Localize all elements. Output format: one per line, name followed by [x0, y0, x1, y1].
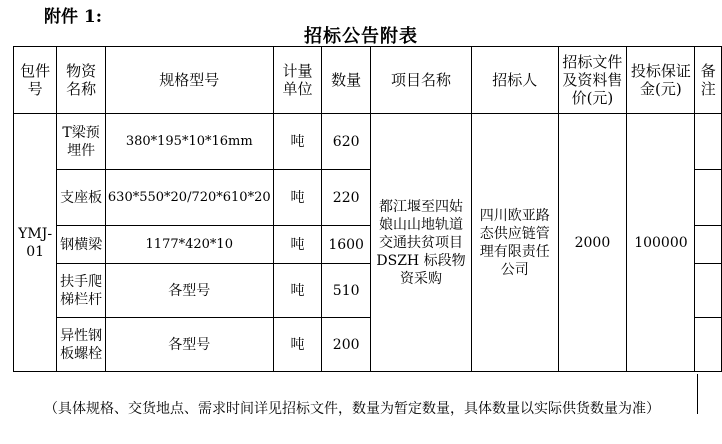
tender-table [13, 46, 722, 372]
item-spec: 380*195*10*16mm [105, 114, 273, 170]
item-name: T梁预埋件 [57, 114, 106, 170]
header-deposit: 投标保证金(元) [627, 47, 695, 114]
item-unit: 吨 [273, 264, 322, 318]
item-qty: 220 [322, 170, 371, 226]
item-unit: 吨 [273, 226, 322, 264]
item-unit: 吨 [273, 170, 322, 226]
remarks-cell [695, 264, 722, 318]
item-name: 扶手爬梯栏杆 [57, 264, 106, 318]
header-unit: 计量单位 [273, 47, 322, 114]
table-row [14, 114, 722, 170]
header-remarks: 备注 [695, 47, 722, 114]
item-spec: 1177*420*10 [105, 226, 273, 264]
project-name-cell: 都江堰至四姑娘山山地轨道交通扶贫项目 DSZH 标段物资采购 [371, 114, 472, 372]
document-title: 招标公告附表 [304, 26, 418, 47]
footnote: （具体规格、交货地点、需求时间详见招标文件，数量为暂定数量，具体数量以实际供货数量为准） [44, 401, 660, 417]
item-name: 钢横梁 [57, 226, 106, 264]
remarks-cell [695, 318, 722, 372]
remarks-cell [695, 114, 722, 170]
item-qty: 200 [322, 318, 371, 372]
header-spec: 规格型号 [105, 47, 273, 114]
remarks-cell [695, 226, 722, 264]
deposit-cell: 100000 [627, 114, 695, 372]
header-doc-price: 招标文件及资料售价(元) [558, 47, 627, 114]
item-qty: 510 [322, 264, 371, 318]
header-row [14, 47, 722, 114]
tenderer-cell: 四川欧亚路态供应链管理有限责任公司 [471, 114, 558, 372]
package-no-cell: YMJ-01 [14, 114, 57, 372]
item-name: 支座板 [57, 170, 106, 226]
header-tenderer: 招标人 [471, 47, 558, 114]
doc-price-cell: 2000 [558, 114, 627, 372]
item-qty: 1600 [322, 226, 371, 264]
remarks-cell [695, 170, 722, 226]
attachment-label: 附件 1: [44, 7, 103, 27]
header-package-no: 包件号 [14, 47, 57, 114]
header-material-name: 物资名称 [57, 47, 106, 114]
item-spec: 630*550*20/720*610*20 [105, 170, 273, 226]
item-spec: 各型号 [105, 318, 273, 372]
item-unit: 吨 [273, 114, 322, 170]
item-name: 异性钢板螺栓 [57, 318, 106, 372]
margin-line [697, 374, 698, 414]
item-qty: 620 [322, 114, 371, 170]
item-spec: 各型号 [105, 264, 273, 318]
item-unit: 吨 [273, 318, 322, 372]
header-project-name: 项目名称 [371, 47, 472, 114]
header-quantity: 数量 [322, 47, 371, 114]
